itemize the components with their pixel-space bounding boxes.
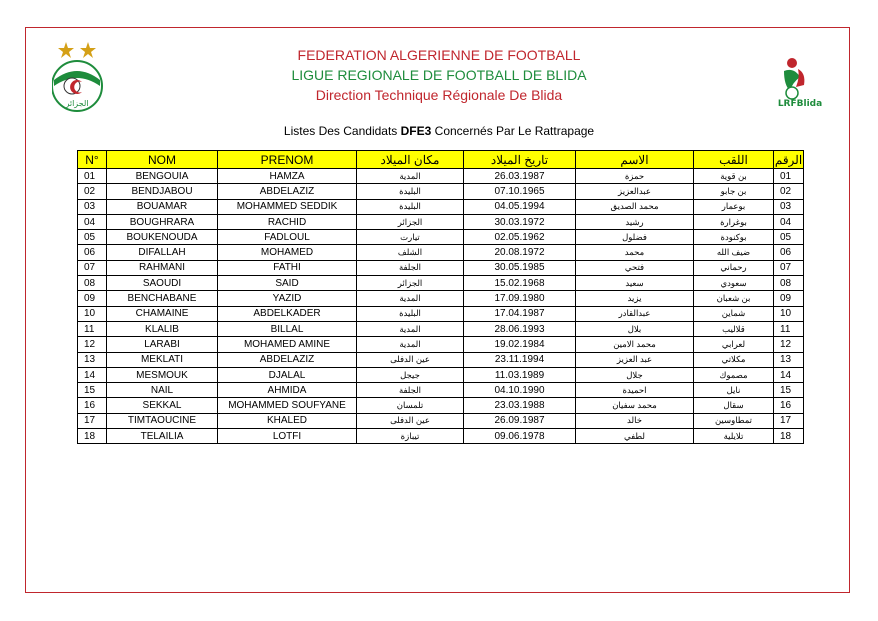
table-cell: محمد الامين: [576, 337, 694, 352]
table-cell: 14: [774, 367, 804, 382]
table-cell: البليدة: [357, 306, 464, 321]
table-cell: LOTFI: [218, 429, 357, 444]
header-cell: مكان الميلاد: [357, 151, 464, 169]
table-cell: 04.10.1990: [464, 383, 576, 398]
table-cell: مكلاتي: [694, 352, 774, 367]
table-cell: 10: [774, 306, 804, 321]
table-cell: RACHID: [218, 214, 357, 229]
table-cell: NAIL: [107, 383, 218, 398]
table-cell: TIMTAOUCINE: [107, 413, 218, 428]
table-cell: 12: [774, 337, 804, 352]
table-cell: احميدة: [576, 383, 694, 398]
table-cell: 03: [78, 199, 107, 214]
lrf-logo-text: LRFBlida: [777, 99, 823, 109]
table-cell: تلايلية: [694, 429, 774, 444]
table-cell: محمد: [576, 245, 694, 260]
table-row: [78, 383, 804, 398]
table-cell: ABDELAZIZ: [218, 184, 357, 199]
table-cell: BENCHABANE: [107, 291, 218, 306]
table-cell: محمد سفيان: [576, 398, 694, 413]
table-row: [78, 337, 804, 352]
table-cell: رحماني: [694, 260, 774, 275]
table-cell: عبدالقادر: [576, 306, 694, 321]
table-cell: 16: [774, 398, 804, 413]
table-cell: 09: [78, 291, 107, 306]
header-cell: تاريخ الميلاد: [464, 151, 576, 169]
table-cell: تيارت: [357, 230, 464, 245]
table-cell: 11: [774, 321, 804, 336]
table-cell: 08: [78, 276, 107, 291]
table-row: [78, 291, 804, 306]
table-cell: DJALAL: [218, 367, 357, 382]
table-cell: 09: [774, 291, 804, 306]
table-cell: رشيد: [576, 214, 694, 229]
table-cell: BILLAL: [218, 321, 357, 336]
table-cell: 23.11.1994: [464, 352, 576, 367]
table-cell: FADLOUL: [218, 230, 357, 245]
table-cell: جيجل: [357, 367, 464, 382]
table-cell: 07: [774, 260, 804, 275]
table-cell: حمزة: [576, 169, 694, 184]
table-cell: سعيد: [576, 276, 694, 291]
table-cell: MEKLATI: [107, 352, 218, 367]
table-cell: عين الدفلى: [357, 413, 464, 428]
header-cell: NOM: [107, 151, 218, 169]
table-cell: 04: [774, 214, 804, 229]
table-cell: 15: [774, 383, 804, 398]
table-row: [78, 413, 804, 428]
table-cell: الشلف: [357, 245, 464, 260]
table-cell: 06: [774, 245, 804, 260]
table-row: [78, 276, 804, 291]
header-cell: اللقب: [694, 151, 774, 169]
header-cell: N°: [78, 151, 107, 169]
table-cell: 10: [78, 306, 107, 321]
header-cell: الرقم: [774, 152, 803, 167]
table-cell: 11.03.1989: [464, 367, 576, 382]
subtitle-before: Listes Des Candidats: [283, 124, 401, 138]
table-cell: 02: [78, 184, 107, 199]
table-cell: المدية: [357, 169, 464, 184]
table-cell: KHALED: [218, 413, 357, 428]
table-cell: 28.06.1993: [464, 321, 576, 336]
table-cell: KLALIB: [107, 321, 218, 336]
table-cell: خالد: [576, 413, 694, 428]
table-cell: 20.08.1972: [464, 245, 576, 260]
table-cell: CHAMAINE: [107, 306, 218, 321]
table-cell: 13: [774, 352, 804, 367]
table-row: [78, 321, 804, 336]
table-cell: 18: [774, 429, 804, 444]
table-cell: فضلول: [576, 230, 694, 245]
table-cell: تمطاوسين: [694, 413, 774, 428]
table-cell: MOHAMMED SEDDIK: [218, 199, 357, 214]
table-cell: 26.09.1987: [464, 413, 576, 428]
table-cell: 01: [78, 169, 107, 184]
table-cell: 18: [78, 429, 107, 444]
table-cell: BOUGHRARA: [107, 214, 218, 229]
table-cell: FATHI: [218, 260, 357, 275]
table-cell: ABDELKADER: [218, 306, 357, 321]
table-cell: 15.02.1968: [464, 276, 576, 291]
table-cell: 04.05.1994: [464, 199, 576, 214]
table-cell: 02.05.1962: [464, 230, 576, 245]
table-cell: عبد العزيز: [576, 352, 694, 367]
federation-title: FEDERATION ALGERIENNE DE FOOTBALL: [297, 47, 581, 63]
table-cell: 23.03.1988: [464, 398, 576, 413]
table-cell: بن قوية: [694, 169, 774, 184]
table-cell: BENDJABOU: [107, 184, 218, 199]
table-cell: بن جابو: [694, 184, 774, 199]
table-cell: HAMZA: [218, 169, 357, 184]
table-cell: YAZID: [218, 291, 357, 306]
table-cell: يزيد: [576, 291, 694, 306]
table-cell: AHMIDA: [218, 383, 357, 398]
table-cell: 30.03.1972: [464, 214, 576, 229]
table-cell: 30.05.1985: [464, 260, 576, 275]
table-row: [78, 245, 804, 260]
table-header-row: [78, 151, 804, 169]
table-row: [78, 260, 804, 275]
table-row: [78, 306, 804, 321]
table-cell: 07: [78, 260, 107, 275]
subtitle-bold: DFE3: [400, 124, 432, 138]
table-cell: المدية: [357, 291, 464, 306]
table-cell: 17.09.1980: [464, 291, 576, 306]
table-cell: عبدالعزيز: [576, 184, 694, 199]
table-cell: 19.02.1984: [464, 337, 576, 352]
table-row: [78, 352, 804, 367]
table-cell: BOUKENOUDA: [107, 230, 218, 245]
table-cell: قلاليب: [694, 321, 774, 336]
table-cell: RAHMANI: [107, 260, 218, 275]
table-cell: MOHAMED AMINE: [218, 337, 357, 352]
table-cell: جلال: [576, 367, 694, 382]
table-cell: 08: [774, 276, 804, 291]
table-row: [78, 214, 804, 229]
table-cell: شماين: [694, 306, 774, 321]
table-cell: 01: [774, 169, 804, 184]
table-cell: نايل: [694, 383, 774, 398]
table-cell: الجلفة: [357, 383, 464, 398]
table-cell: 05: [78, 230, 107, 245]
document-subtitle: [0, 124, 878, 138]
table-cell: 02: [774, 184, 804, 199]
table-row: [78, 169, 804, 184]
table-cell: الجلفة: [357, 260, 464, 275]
header-cell: الاسم: [576, 151, 694, 169]
table-cell: 11: [78, 321, 107, 336]
table-cell: البليدة: [357, 199, 464, 214]
table-cell: 15: [78, 383, 107, 398]
table-cell: 09.06.1978: [464, 429, 576, 444]
table-row: [78, 398, 804, 413]
table-cell: BOUAMAR: [107, 199, 218, 214]
table-row: [78, 367, 804, 382]
header-cell: PRENOM: [218, 151, 357, 169]
table-cell: TELAILIA: [107, 429, 218, 444]
table-cell: محمد الصديق: [576, 199, 694, 214]
table-cell: 04: [78, 214, 107, 229]
table-cell: بن شعبان: [694, 291, 774, 306]
table-cell: لعرابي: [694, 337, 774, 352]
table-cell: الجزائر: [357, 276, 464, 291]
subtitle-after: Concernés Par Le Rattrapage: [431, 124, 595, 138]
table-row: [78, 429, 804, 444]
table-cell: 16: [78, 398, 107, 413]
table-cell: بوغرارة: [694, 214, 774, 229]
table-body: [78, 169, 804, 444]
table-cell: MESMOUK: [107, 367, 218, 382]
table-cell: المدية: [357, 337, 464, 352]
table-cell: 12: [78, 337, 107, 352]
table-cell: سعودي: [694, 276, 774, 291]
table-row: [78, 199, 804, 214]
table-cell: SEKKAL: [107, 398, 218, 413]
table-cell: LARABI: [107, 337, 218, 352]
faf-logo-text: الجزائر: [65, 99, 89, 108]
table-cell: 26.03.1987: [464, 169, 576, 184]
table-cell: بوعمار: [694, 199, 774, 214]
table-cell: سقال: [694, 398, 774, 413]
table-cell: 05: [774, 230, 804, 245]
table-cell: بوكنودة: [694, 230, 774, 245]
table-cell: MOHAMMED SOUFYANE: [218, 398, 357, 413]
table-cell: SAID: [218, 276, 357, 291]
league-title: LIGUE REGIONALE DE FOOTBALL DE BLIDA: [291, 67, 587, 83]
table-cell: فتحي: [576, 260, 694, 275]
direction-title: Direction Technique Régionale De Blida: [315, 87, 563, 103]
table-cell: MOHAMED: [218, 245, 357, 260]
table-cell: مصموك: [694, 367, 774, 382]
table-cell: ضيف الله: [694, 245, 774, 260]
table-cell: 17.04.1987: [464, 306, 576, 321]
table-cell: 14: [78, 367, 107, 382]
table-cell: 17: [78, 413, 107, 428]
table-cell: بلال: [576, 321, 694, 336]
table-cell: DIFALLAH: [107, 245, 218, 260]
table-cell: عين الدفلى: [357, 352, 464, 367]
table-row: [78, 184, 804, 199]
table-cell: تلمسان: [357, 398, 464, 413]
table-cell: ABDELAZIZ: [218, 352, 357, 367]
table-cell: BENGOUIA: [107, 169, 218, 184]
candidates-table: [77, 150, 804, 444]
table-cell: لطفي: [576, 429, 694, 444]
table-cell: 06: [78, 245, 107, 260]
table-cell: 17: [774, 413, 804, 428]
table-cell: البليدة: [357, 184, 464, 199]
table-cell: 03: [774, 199, 804, 214]
table-cell: SAOUDI: [107, 276, 218, 291]
table-row: [78, 230, 804, 245]
table-cell: المدية: [357, 321, 464, 336]
table-cell: تيبازة: [357, 429, 464, 444]
table-cell: 13: [78, 352, 107, 367]
table-cell: 07.10.1965: [464, 184, 576, 199]
table-cell: الجزائر: [357, 214, 464, 229]
